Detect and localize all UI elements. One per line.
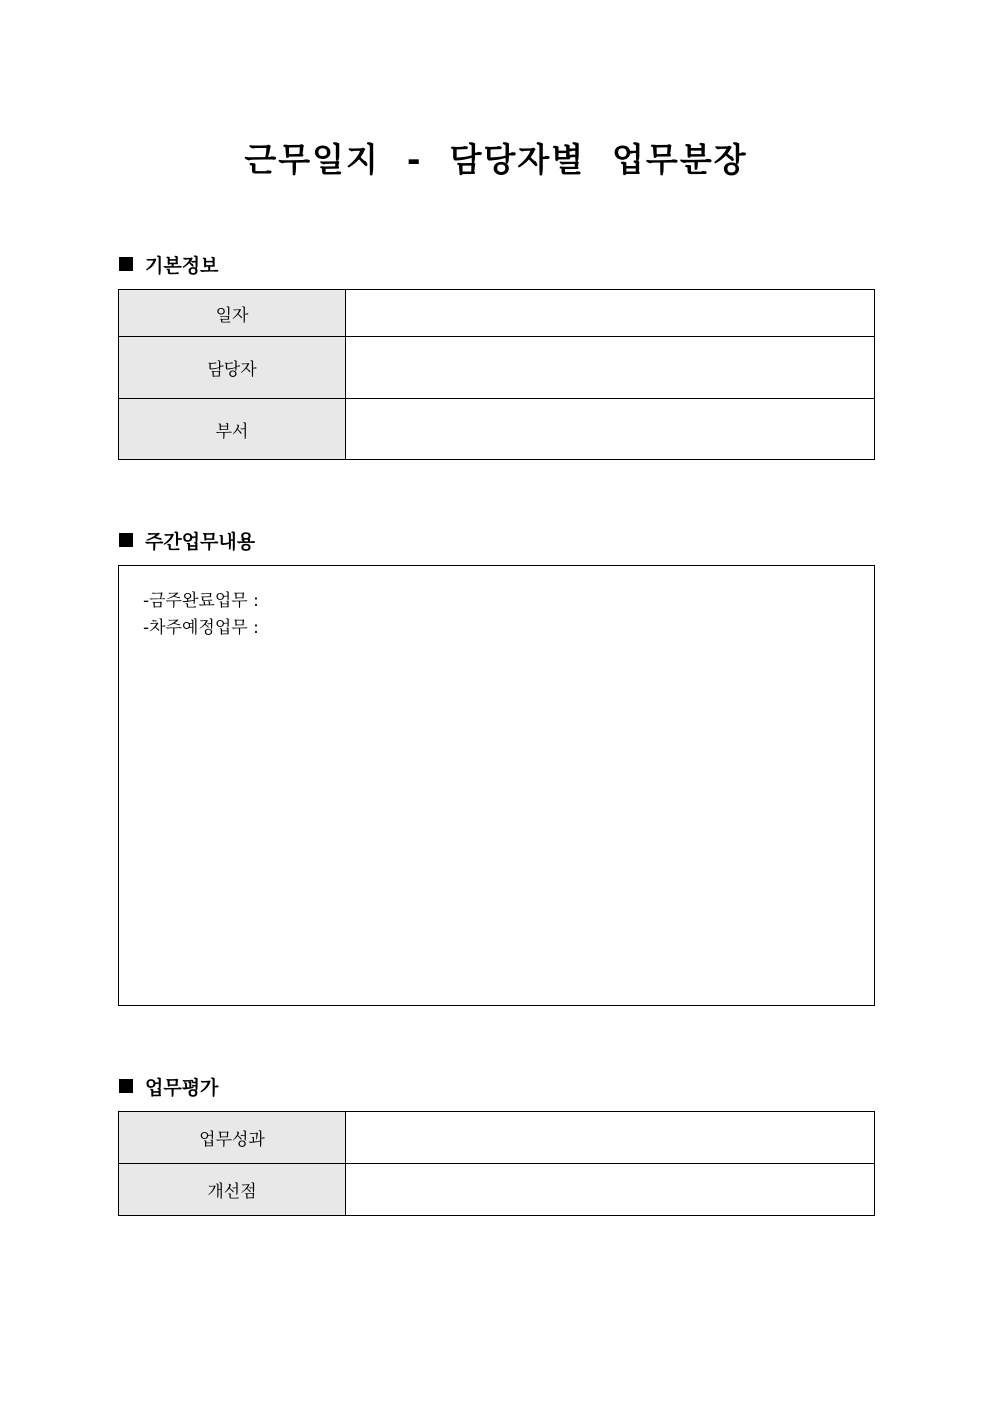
person-in-charge-label: 담당자 bbox=[119, 337, 346, 399]
section-heading-label: 기본정보 bbox=[145, 254, 219, 277]
square-bullet-icon bbox=[119, 1079, 133, 1093]
date-field[interactable] bbox=[346, 290, 875, 337]
improvement-label: 개선점 bbox=[119, 1164, 346, 1216]
section-heading-label: 주간업무내용 bbox=[145, 530, 256, 553]
performance-field[interactable] bbox=[346, 1112, 875, 1164]
improvement-field[interactable] bbox=[346, 1164, 875, 1216]
page-title: 근무일지 - 담당자별 업무분장 bbox=[244, 140, 748, 179]
table-row bbox=[119, 290, 875, 337]
planned-work-line: -차주예정업무 : bbox=[143, 618, 259, 638]
evaluation-table bbox=[118, 1111, 875, 1216]
square-bullet-icon bbox=[119, 257, 133, 271]
completed-work-line: -금주완료업무 : bbox=[143, 591, 259, 611]
section-heading-weekly-work bbox=[119, 527, 255, 553]
person-in-charge-field[interactable] bbox=[346, 337, 875, 399]
table-row bbox=[119, 337, 875, 399]
section-heading-evaluation bbox=[119, 1073, 218, 1099]
table-row bbox=[119, 1112, 875, 1164]
square-bullet-icon bbox=[119, 533, 133, 547]
department-field[interactable] bbox=[346, 399, 875, 460]
weekly-work-content-area[interactable] bbox=[118, 565, 875, 1006]
department-label: 부서 bbox=[119, 399, 346, 460]
table-row bbox=[119, 399, 875, 460]
section-heading-basic-info bbox=[119, 251, 218, 277]
performance-label: 업무성과 bbox=[119, 1112, 346, 1164]
basic-info-table bbox=[118, 289, 875, 460]
date-label: 일자 bbox=[119, 290, 346, 337]
table-row bbox=[119, 1164, 875, 1216]
section-heading-label: 업무평가 bbox=[145, 1076, 219, 1099]
